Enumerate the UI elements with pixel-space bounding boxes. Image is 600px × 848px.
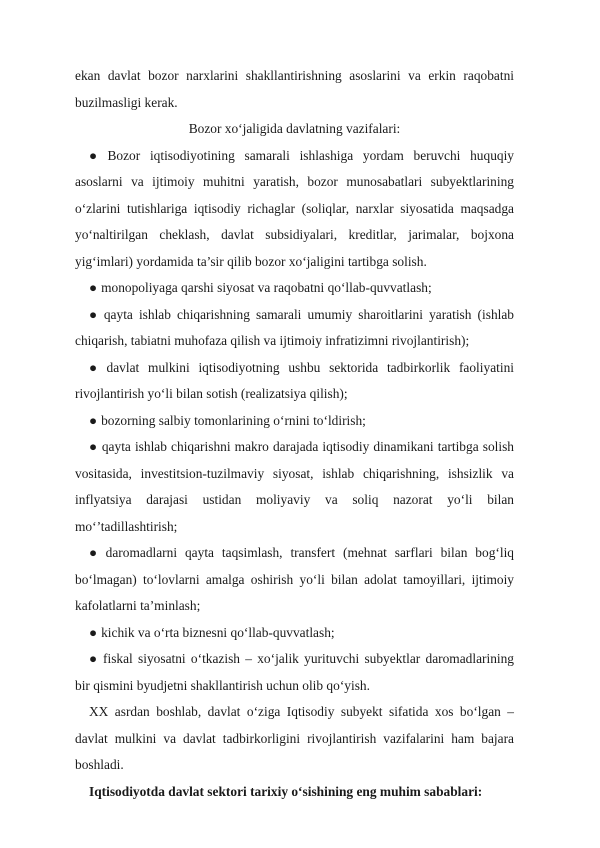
bullet-item <box>75 302 514 355</box>
bullet-text: qayta ishlab chiqarishni makro darajada iqtisodiy dinamikani tartibga solish vositasida, investitsion-tuzilmaviy siyosat, ishlab chiqarishning, ishsizlik va inflyatsiya darajasi ustidan moliyaviy va soliq nazorat yo‘li bilan mo‘’tadillashtirish; <box>75 439 515 534</box>
bullet-text: bozorning salbiy tomonlarining o‘rnini to‘ldirish; <box>101 412 366 428</box>
bullet-icon: ● <box>89 412 98 428</box>
bullet-text: monopoliyaga qarshi siyosat va raqobatni qo‘llab-quvvatlash; <box>101 280 432 295</box>
bullet-item <box>75 355 514 408</box>
bold-heading: Iqtisodiyotda davlat sektori tarixiy o‘sishining eng muhim sabablari: <box>89 783 483 799</box>
bullet-item <box>75 408 514 435</box>
bullet-icon: ● <box>89 147 104 163</box>
bullet-icon: ● <box>89 439 98 454</box>
bullet-item <box>75 646 514 699</box>
bullet-item <box>75 540 514 620</box>
bullet-icon: ● <box>89 651 100 666</box>
bullet-icon: ● <box>89 306 100 322</box>
bullet-icon: ● <box>89 280 98 295</box>
closing-paragraph: XX asrdan boshlab, davlat o‘ziga Iqtisodiy subyekt sifatida xos bo‘lgan – davlat mulkini va davlat tadbirkorligini rivojlantirish vazifalarini ham bajara boshladi. <box>75 704 514 772</box>
bullet-item <box>75 143 514 276</box>
bullet-text: davlat mulkini iqtisodiyotning ushbu sektorida tadbirkorlik faoliyatini rivojlantirish yo‘li bilan sotish (realizatsiya qilish); <box>75 359 514 401</box>
section-heading: Bozor xo‘jaligida davlatning vazifalari: <box>188 121 401 136</box>
bullet-text: Bozor iqtisodiyotining samarali ishlashiga yordam beruvchi huquqiy asoslarni va ijtimoiy muhitni yaratish, bozor munosabatlari subyektlarining o‘zlarini tutishlariga iqtisodiy richaglar (soliqlar, narxlar siyosatida maqsadga yo‘naltirilgan cheklash, davlat subsidiyalari, kreditlar, jarimalar, bojxona yig‘imlari) yordamida ta’sir qilib bozor xo‘jaligini tartibga solish. <box>75 147 514 269</box>
bullet-item <box>75 620 514 647</box>
bullet-text: fiskal siyosatni o‘tkazish – xo‘jalik yurituvchi subyektlar daromadlarining bir qismini byudjetni shakllantirish uchun olib qo‘yish. <box>75 651 514 693</box>
bullet-text: qayta ishlab chiqarishning samarali umumiy sharoitlarini yaratish (ishlab chiqarish, tabiatni muhofaza qilish va ijtimoiy infratizimni rivojlantirish); <box>75 306 515 348</box>
bullet-icon: ● <box>89 359 103 375</box>
bullet-icon: ● <box>89 624 98 640</box>
intro-paragraph: ekan davlat bozor narxlarini shakllantirishning asoslarini va erkin raqobatni buzilmasligi kerak. <box>75 68 514 110</box>
bullet-text: daromadlarni qayta taqsimlash, transfert (mehnat sarflari bilan bog‘liq bo‘lmagan) to‘lovlarni amalga oshirish yo‘li bilan adolat tamoyillari, ijtimoiy kafolatlarni ta’minlash; <box>75 545 514 613</box>
bullet-item <box>75 434 514 540</box>
bullet-icon: ● <box>89 545 102 560</box>
bullet-item <box>75 275 514 302</box>
bullet-text: kichik va o‘rta biznesni qo‘llab-quvvatlash; <box>101 624 335 640</box>
